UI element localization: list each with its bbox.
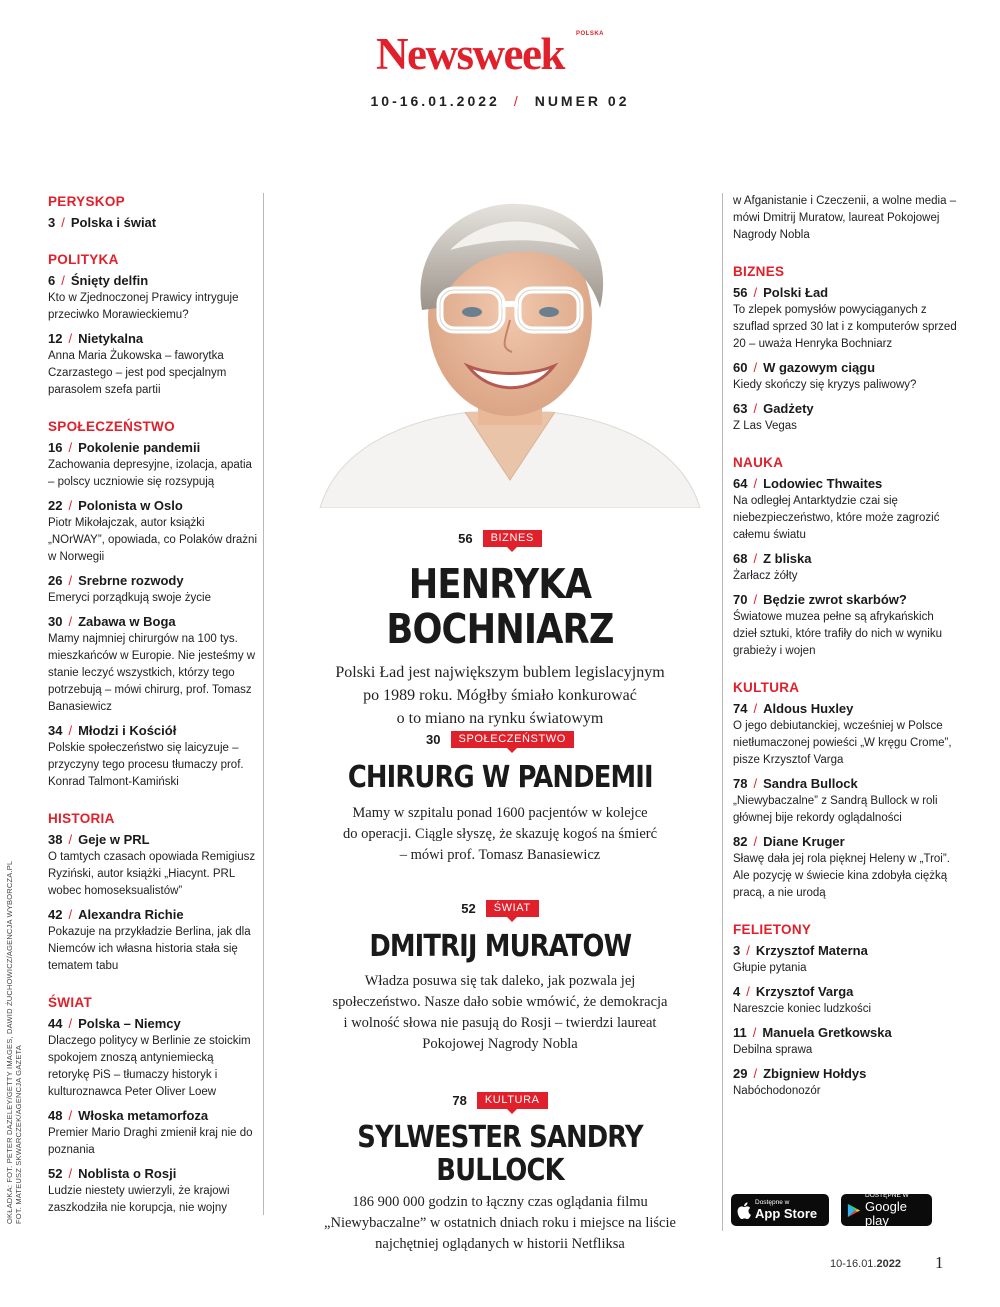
section-title: ŚWIAT (48, 995, 92, 1010)
entry-description: „Niewybaczalne” z Sandrą Bullock w roli głównej bije rekordy oglądalności (733, 795, 938, 824)
entry-description: Głupie pytania (733, 962, 807, 974)
entry-page: 68 (733, 551, 748, 566)
entry-heading (733, 1023, 958, 1042)
feature-tag: KULTURA (477, 1092, 548, 1109)
feature-headline: HENRYKA BOCHNIARZ (386, 560, 614, 654)
entry-heading (733, 1064, 958, 1083)
entry-page: 6 (48, 273, 56, 288)
entry-page: 3 (48, 215, 56, 230)
toc-entry[interactable] (733, 283, 958, 353)
entry-page: 60 (733, 360, 748, 375)
entry-page: 4 (733, 984, 741, 999)
feature-lead (275, 661, 725, 730)
entry-title: Nietykalna (78, 331, 144, 346)
entry-description: Premier Mario Draghi zmienił kraj nie do poznania (48, 1127, 253, 1156)
entry-description: Kiedy skończy się kryzys paliwowy? (733, 379, 917, 391)
slash-separator: / (746, 984, 750, 999)
issue-number: NUMER 02 (534, 93, 630, 109)
entry-page: 64 (733, 476, 748, 491)
app-store-badge[interactable] (731, 1194, 829, 1226)
lead-line: po 1989 roku. Mógłby śmiało konkurować (363, 687, 637, 705)
entry-heading (48, 329, 258, 348)
entry-title: Zabawa w Boga (78, 614, 176, 629)
toc-left-column (48, 193, 258, 1222)
toc-entry[interactable] (48, 496, 258, 566)
lead-line: Polski Ład jest największym bublem legislacyjnym (335, 664, 665, 682)
toc-entry[interactable] (733, 982, 958, 1018)
entry-page: 42 (48, 907, 63, 922)
toc-entry[interactable] (733, 1023, 958, 1059)
feature-lead (275, 803, 725, 866)
toc-entry[interactable] (733, 941, 958, 977)
entry-title: Diane Kruger (763, 834, 845, 849)
slash-separator: / (752, 1025, 757, 1040)
entry-description: Kto w Zjednoczonej Prawicy intryguje przeciwko Morawieckiemu? (48, 292, 239, 321)
entry-heading (48, 271, 258, 290)
lead-line: Władza posuwa się tak daleko, jak pozwala jej (364, 973, 636, 989)
entry-description: Z Las Vegas (733, 420, 797, 432)
entry-title: Polska i świat (70, 215, 157, 230)
lead-line: 186 900 000 godzin to łączny czas oglądania filmu (352, 1194, 648, 1210)
slash-separator: / (753, 476, 758, 491)
toc-entry[interactable] (48, 1164, 258, 1217)
entry-heading (48, 905, 258, 924)
entry-title: Srebrne rozwody (78, 573, 184, 588)
entry-heading (733, 590, 958, 609)
toc-entry[interactable] (733, 549, 958, 585)
section-title: POLITYKA (48, 252, 119, 267)
photo-credits (5, 861, 23, 1224)
entry-page: 56 (733, 285, 748, 300)
toc-entry[interactable] (733, 832, 958, 902)
entry-title: Będzie zwrot skarbów? (763, 592, 907, 607)
feature-tagline (275, 530, 725, 547)
entry-heading (48, 612, 258, 631)
toc-entry[interactable] (48, 1106, 258, 1159)
feature-muratow[interactable] (275, 900, 725, 1055)
right-sections (733, 263, 958, 1100)
entry-title: Polonista w Oslo (78, 498, 183, 513)
entry-heading (48, 213, 258, 232)
google-play-icon (847, 1202, 861, 1219)
entry-heading (48, 830, 258, 849)
entry-title: Z bliska (763, 551, 812, 566)
section-title: NAUKA (733, 455, 784, 470)
entry-heading (733, 358, 958, 377)
slash-separator: / (68, 723, 73, 738)
toc-entry[interactable] (48, 329, 258, 399)
entry-page: 16 (48, 440, 63, 455)
issue-separator: / (513, 93, 521, 109)
section-title: FELIETONY (733, 922, 812, 937)
toc-entry[interactable] (48, 213, 258, 232)
entry-heading (733, 699, 958, 718)
feature-page: 56 (458, 531, 473, 546)
entry-title: Sandra Bullock (763, 776, 858, 791)
entry-page: 38 (48, 832, 63, 847)
entry-page: 52 (48, 1166, 63, 1181)
entry-description: Pokazuje na przykładzie Berlina, jak dla Niemców ich własna historia stała się tematem tabu (48, 926, 251, 972)
toc-entry[interactable] (733, 699, 958, 769)
toc-entry[interactable] (48, 571, 258, 607)
entry-title: Aldous Huxley (763, 701, 854, 716)
entry-description: O jego debiutanckiej, wcześniej w Polsce nietłumaczonej powieści „W kręgu Crome”, pisze Krzysztof Varga (733, 720, 952, 766)
right-divider (722, 193, 723, 1231)
feature-page: 52 (461, 901, 476, 916)
continued-text: w Afganistanie i Czeczenii, a wolne media – mówi Dmitrij Muratow, laureat Pokojowej Nagrody Nobla (733, 195, 957, 241)
logo-sub: POLSKA (575, 31, 604, 37)
entry-description: Nareszcie koniec ludzkości (733, 1003, 872, 1015)
entry-heading (733, 982, 958, 1001)
toc-entry[interactable] (733, 774, 958, 827)
lead-line: i wolność słowa nie pasują do Rosji – twierdzi laureat (343, 1015, 657, 1031)
entry-page: 3 (733, 943, 741, 958)
entry-heading (48, 571, 258, 590)
lead-line: społeczeństwo. Nasze dało sobie wmówić, że demokracja (332, 994, 668, 1010)
feature-lead (275, 971, 725, 1055)
slash-separator: / (753, 701, 758, 716)
entry-title: Krzysztof Varga (755, 984, 854, 999)
portrait-photo (300, 190, 720, 508)
entry-description: Ludzie niestety uwierzyli, że krajowi zaszkodziła nie korupcja, nie wojny (48, 1185, 230, 1214)
entry-description: O tamtych czasach opowiada Remigiusz Ryziński, autor książki „Hiacynt. PRL wobec homoseksualistów” (48, 851, 256, 897)
toc-entry[interactable] (733, 1064, 958, 1100)
entry-description: To zlepek pomysłów powyciąganych z szuflad sprzed 30 lat i z komputerów sprzed 20 – uważa Henryka Bochniarz (733, 304, 957, 350)
toc-entry[interactable] (48, 612, 258, 716)
entry-description: Światowe muzea pełne są afrykańskich dzieł sztuki, które trafiły do nich w wyniku grabieży i wojen (733, 611, 942, 657)
entry-title: Manuela Gretkowska (762, 1025, 892, 1040)
badge-big-text: App Store (755, 1206, 818, 1221)
entry-page: 70 (733, 592, 748, 607)
toc-entry[interactable] (733, 399, 958, 435)
entry-page: 11 (733, 1025, 747, 1040)
slash-separator: / (753, 834, 758, 849)
feature-tagline (275, 731, 725, 748)
slash-separator: / (68, 573, 73, 588)
entry-description: Emeryci porządkują swoje życie (48, 592, 211, 604)
section-title: KULTURA (733, 680, 800, 695)
issue-line (0, 93, 1000, 109)
slash-separator: / (61, 273, 65, 288)
slash-separator: / (746, 943, 750, 958)
toc-right-column (733, 193, 958, 1105)
feature-tag: BIZNES (483, 530, 542, 547)
entry-title: Geje w PRL (78, 832, 150, 847)
entry-title: Młodzi i Kościół (78, 723, 177, 738)
lead-line: do operacji. Ciągle słyszę, że skazuję kogoś na śmierć (342, 826, 658, 842)
lead-line: najchętniej oglądanych w historii Netfliksa (375, 1236, 625, 1252)
slash-separator: / (68, 498, 73, 513)
footer-date-year: 2022 (876, 1258, 901, 1270)
entry-page: 22 (48, 498, 63, 513)
badge-small-text: DOSTĘPNE W (865, 1192, 909, 1199)
feature-tag: ŚWIAT (486, 900, 539, 917)
slash-separator: / (753, 360, 758, 375)
toc-entry[interactable] (733, 474, 958, 544)
entry-title: Gadżety (763, 401, 814, 416)
entry-description: Anna Maria Żukowska – faworytka Czarzastego – jest pod specjalnym parasolem szefa partii (48, 350, 227, 396)
feature-headline: CHIRURG W PANDEMII (347, 760, 653, 795)
entry-page: 82 (733, 834, 748, 849)
logo-text: Newsweek (376, 29, 564, 79)
slash-separator: / (68, 1166, 73, 1181)
entry-title: Pokolenie pandemii (78, 440, 201, 455)
feature-tagline (275, 1092, 725, 1109)
slash-separator: / (68, 440, 73, 455)
slash-separator: / (753, 401, 758, 416)
entry-description: Żarłacz żółty (733, 570, 798, 582)
entry-heading (733, 283, 958, 302)
slash-separator: / (68, 331, 73, 346)
entry-page: 74 (733, 701, 748, 716)
entry-page: 26 (48, 573, 63, 588)
toc-entry[interactable] (733, 358, 958, 394)
entry-title: Polska – Niemcy (78, 1016, 181, 1031)
entry-heading (48, 438, 258, 457)
entry-title: Polski Ład (763, 285, 829, 300)
entry-page: 48 (48, 1108, 63, 1123)
entry-heading (733, 399, 958, 418)
credits-line-1: OKŁADKA: FOT. PETER DAZELEY/GETTY IMAGES, DAWID ŻUCHOWICZ/AGENCJA WYBORCZA.PL (5, 860, 14, 1224)
feature-page: 30 (426, 732, 441, 747)
entry-heading (733, 832, 958, 851)
entry-heading (733, 941, 958, 960)
entry-title: Włoska metamorfoza (78, 1108, 209, 1123)
lead-line: „Niewybaczalne” w ostatnich dniach roku i miejsce na liście (324, 1215, 676, 1231)
entry-page: 63 (733, 401, 748, 416)
entry-page: 44 (48, 1016, 63, 1031)
entry-page: 12 (48, 331, 63, 346)
entry-description: Piotr Mikołajczak, autor książki „NOrWAY”, opowiada, co Polaków drażni w Norwegii (48, 517, 257, 563)
entry-page: 78 (733, 776, 748, 791)
apple-icon (737, 1202, 751, 1219)
newsweek-logo (376, 30, 606, 78)
lead-line: Pokojowej Nagrody Nobla (422, 1036, 578, 1052)
slash-separator: / (68, 1016, 73, 1031)
google-play-badge[interactable] (841, 1194, 932, 1226)
entry-description: Debilna sprawa (733, 1044, 813, 1056)
entry-description: Mamy najmniej chirurgów na 100 tys. mieszkańców w Europie. Nie jesteśmy w stanie leczyć wszystkich, którzy tego potrzebują – mówi chirurg, prof. Tomasz Banasiewicz (48, 633, 256, 713)
lead-line: – mówi prof. Tomasz Banasiewicz (399, 847, 601, 863)
entry-title: Krzysztof Materna (755, 943, 868, 958)
slash-separator: / (68, 614, 73, 629)
issue-date: 10-16.01.2022 (370, 93, 500, 109)
footer-date-prefix: 10-16.01. (830, 1258, 877, 1270)
entry-heading (733, 474, 958, 493)
entry-title: W gazowym ciągu (763, 360, 876, 375)
slash-separator: / (753, 285, 758, 300)
toc-entry[interactable] (48, 721, 258, 791)
footer-date (830, 1258, 901, 1270)
portrait-illustration (300, 190, 720, 508)
feature-tag: SPOŁECZEŃSTWO (451, 731, 574, 748)
lead-line: Mamy w szpitalu ponad 1600 pacjentów w kolejce (352, 805, 648, 821)
entry-heading (733, 774, 958, 793)
entry-page: 29 (733, 1066, 748, 1081)
feature-headline: SYLWESTER SANDRY BULLOCK (357, 1120, 643, 1188)
entry-description: Nabóchodonozór (733, 1085, 821, 1097)
slash-separator: / (68, 907, 73, 922)
slash-separator: / (753, 1066, 758, 1081)
toc-entry[interactable] (48, 271, 258, 324)
section-title: HISTORIA (48, 811, 115, 826)
lead-line: o to miano na rynku światowym (396, 710, 604, 728)
feature-headline: DMITRIJ MURATOW (369, 929, 631, 964)
toc-entry[interactable] (48, 830, 258, 900)
toc-entry[interactable] (48, 905, 258, 975)
entry-heading (48, 1106, 258, 1125)
entry-title: Zbigniew Hołdys (763, 1066, 867, 1081)
entry-page: 34 (48, 723, 63, 738)
entry-description: Polskie społeczeństwo się laicyzuje – przyczyny tego procesu tłumaczy prof. Konrad Talmont-Kamiński (48, 742, 244, 788)
badge-small-text: Dostępne w (755, 1199, 790, 1206)
slash-separator: / (753, 592, 758, 607)
entry-heading (48, 721, 258, 740)
feature-bochniarz[interactable] (275, 530, 725, 730)
credits-line-2: FOT. MATEUSZ SKWARCZEK/AGENCJA GAZETA (14, 1045, 23, 1224)
entry-description: Zachowania depresyjne, izolacja, apatia – polscy uczniowie się rozsypują (48, 459, 252, 488)
entry-title: Lodowiec Thwaites (763, 476, 883, 491)
feature-page: 78 (452, 1093, 467, 1108)
entry-heading (48, 1164, 258, 1183)
entry-description: Sławę dała jej rola pięknej Heleny w „Troi”. Ale pozycję w świecie kina zdobyła ciężką pracą, a nie urodą (733, 853, 950, 899)
toc-entry[interactable] (733, 590, 958, 660)
feature-chirurg[interactable] (275, 731, 725, 866)
section-title: SPOŁECZEŃSTWO (48, 419, 175, 434)
entry-title: Śnięty delfin (70, 273, 149, 288)
entry-heading (733, 549, 958, 568)
entry-title: Noblista o Rosji (78, 1166, 177, 1181)
entry-title: Alexandra Richie (78, 907, 184, 922)
slash-separator: / (61, 215, 65, 230)
slash-separator: / (68, 832, 73, 847)
feature-tagline (275, 900, 725, 917)
entry-description: Dlaczego politycy w Berlinie ze stoickim spokojem znoszą antyniemiecką retorykę PiS – tłumaczy historyk i kulturoznawca Peter Oliver Loew (48, 1035, 251, 1098)
toc-entry[interactable] (48, 438, 258, 491)
slash-separator: / (753, 776, 758, 791)
page-number: 1 (935, 1253, 944, 1272)
entry-page: 30 (48, 614, 63, 629)
feature-bullock[interactable] (275, 1092, 725, 1255)
slash-separator: / (68, 1108, 73, 1123)
badge-big-text: Google play (865, 1199, 907, 1228)
feature-lead (275, 1192, 725, 1255)
left-divider (263, 193, 264, 1215)
entry-heading (48, 1014, 258, 1033)
section-title: PERYSKOP (48, 194, 125, 209)
entry-description: Na odległej Antarktydzie czai się niebezpieczeństwo, które może zagrozić całemu światu (733, 495, 940, 541)
slash-separator: / (753, 551, 758, 566)
entry-heading (48, 496, 258, 515)
section-title: BIZNES (733, 264, 785, 279)
toc-entry[interactable] (48, 1014, 258, 1101)
